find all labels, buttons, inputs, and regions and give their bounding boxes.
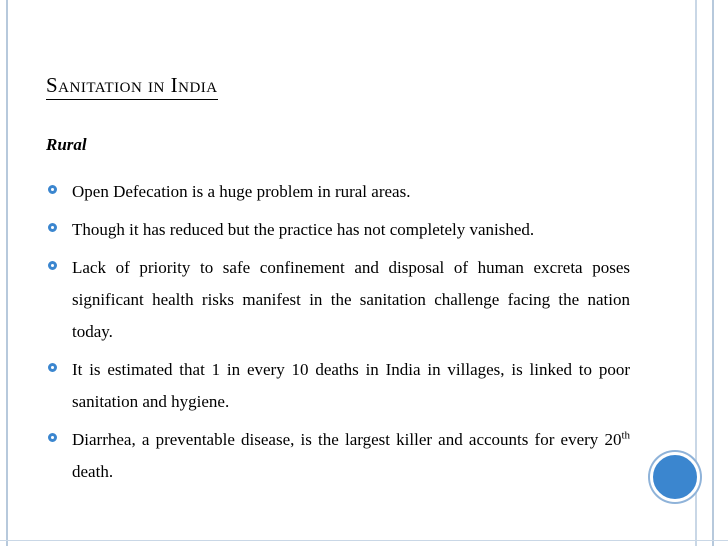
bullet-item xyxy=(46,252,630,348)
bullet-list xyxy=(46,176,630,488)
frame-left-line xyxy=(6,0,8,546)
bullet-text: Open Defecation is a huge problem in rural areas. xyxy=(72,182,411,201)
section-subheading: Rural xyxy=(46,135,87,154)
bullet-text-after: death. xyxy=(72,462,114,481)
bullet-item xyxy=(46,424,630,488)
hollow-circle-bullet-icon xyxy=(48,363,57,372)
hollow-circle-bullet-icon xyxy=(48,223,57,232)
bullet-text: Lack of priority to safe confinement and disposal of human excreta poses significant health risks manifest in the sanitation challenge facing the nation today. xyxy=(72,258,630,341)
bullet-text: It is estimated that 1 in every 10 deaths in India in villages, is linked to poor sanitation and hygiene. xyxy=(72,360,630,411)
blue-circle-icon xyxy=(650,452,700,502)
bullet-item xyxy=(46,176,630,208)
frame-right-outer-line xyxy=(712,0,714,546)
bullet-text-before: Diarrhea, a preventable disease, is the largest killer and accounts for every 20 xyxy=(72,430,622,449)
ordinal-superscript: th xyxy=(621,429,630,442)
frame-bottom-line xyxy=(0,540,728,541)
bullet-text xyxy=(72,430,630,481)
hollow-circle-bullet-icon xyxy=(48,185,57,194)
bullet-item xyxy=(46,214,630,246)
bullet-item xyxy=(46,354,630,418)
hollow-circle-bullet-icon xyxy=(48,261,57,270)
hollow-circle-bullet-icon xyxy=(48,433,57,442)
slide-title: Sanitation in India xyxy=(46,74,218,100)
bullet-text: Though it has reduced but the practice has not completely vanished. xyxy=(72,220,535,239)
